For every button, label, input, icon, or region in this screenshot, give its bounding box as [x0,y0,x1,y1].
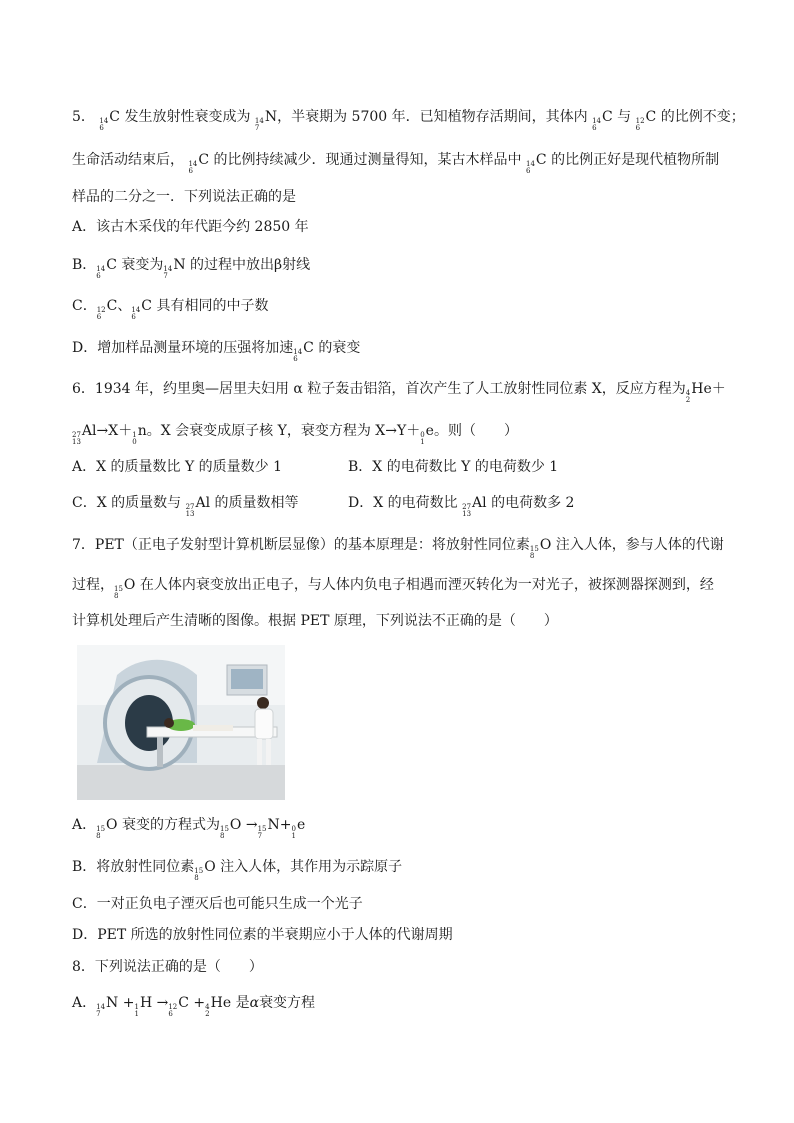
nuclide-he4: 4 2 [685,389,691,404]
q5-number: 5． [72,109,95,125]
nuclide-h1: 1 1 [134,1003,139,1018]
nuclide-o15: 15 8 [96,825,106,840]
nuclide-o15: 15 8 [219,825,229,840]
q7-line2: 过程， 15 8 O 在人体内衰变放出正电子，与人体内负电子相遇而湮灭转化为一对光子，被探测器探测到，经 [72,577,714,600]
pet-scanner-illustration [77,645,285,800]
q6-option-b[interactable]: B．X 的电荷数比 Y 的电荷数少 1 [348,459,559,475]
nuclide-al27: 27 13 [185,503,195,518]
q5-option-d[interactable]: D．增加样品测量环境的压强将加速 14 6 C 的衰变 [72,340,361,363]
pet-scanner-photo [77,645,285,800]
nuclide-al27: 27 13 [462,503,472,518]
nuclide-n15: 15 7 [257,825,267,840]
nuclide-he4: 4 2 [205,1003,210,1018]
q8-line1: 8．下列说法正确的是（ ） [72,959,263,975]
q8-option-a[interactable]: A． 14 7 N + 1 1 H → 12 6 C + 4 2 He 是α衰变方程 [72,995,316,1018]
q7-option-b[interactable]: B．将放射性同位素 15 8 O 注入人体，其作用为示踪原子 [72,859,403,882]
nuclide-neutron: 1 0 [132,431,137,446]
q5-option-c[interactable]: C． 12 6 C、 14 6 C 具有相同的中子数 [72,298,269,321]
q5-option-a[interactable]: A．该古木采伐的年代距今约 2850 年 [72,219,309,235]
nuclide-al27: 27 13 [72,431,81,446]
nuclide-n14: 14 7 [254,117,264,132]
nuclide-c12: 12 6 [96,306,106,321]
q6-line1: 6．1934 年，约里奥—居里夫妇用 α 粒子轰击铝箔，首次产生了人工放射性同位素 X，反应方程为 4 2 He＋ [72,381,726,404]
q6-option-d[interactable]: D．X 的电荷数比 27 13 Al 的电荷数多 2 [348,495,575,518]
nuclide-c14: 14 6 [526,160,535,175]
q7-line3: 计算机处理后产生清晰的图像。根据 PET 原理，下列说法不正确的是（ ） [72,613,558,629]
nuclide-c12: 12 6 [635,117,645,132]
nuclide-o15: 15 8 [194,867,204,882]
nuclide-c14: 14 6 [188,160,198,175]
nuclide-c12: 12 6 [168,1003,178,1018]
q7-option-d[interactable]: D．PET 所选的放射性同位素的半衰期应小于人体的代谢周期 [72,927,453,943]
nuclide-o15: 15 8 [529,545,539,560]
nuclide-positron: 0 1 [420,431,425,446]
nuclide-c14: 14 6 [99,117,109,132]
nuclide-n14: 14 7 [96,1003,106,1018]
q5-line3: 样品的二分之一．下列说法正确的是 [72,189,296,205]
q6-option-c[interactable]: C．X 的质量数与 27 13 Al 的质量数相等 [72,495,299,518]
nuclide-o15: 15 8 [114,585,123,600]
nuclide-c14: 14 6 [96,265,106,280]
q7-option-a[interactable]: A． 15 8 O 衰变的方程式为 15 8 O → 15 7 N+ 0 1 e [72,817,306,840]
q7-line1: 7．PET（正电子发射型计算机断层显像）的基本原理是：将放射性同位素 15 8 O 注入人体，参与人体的代谢 [72,537,724,560]
nuclide-n14: 14 7 [163,265,173,280]
q5-option-b[interactable]: B． 14 6 C 衰变为 14 7 N 的过程中放出β射线 [72,257,311,280]
nuclide-positron: 0 1 [291,825,296,840]
q7-option-c[interactable]: C．一对正负电子湮灭后也可能只生成一个光子 [72,896,363,912]
nuclide-c14: 14 6 [131,306,141,321]
nuclide-c14: 14 6 [592,117,601,132]
q5-line1: 5． 14 6 C 发生放射性衰变成为 14 7 N，半衰期为 5700 年．已知植物存活期间，其体内 14 6 C 与 12 6 C 的比例不变； [72,109,745,132]
q6-option-a[interactable]: A．X 的质量数比 Y 的质量数少 1 [72,459,283,475]
q5-line2: 生命活动结束后， 14 6 C 的比例持续减少．现通过测量得知，某古木样品中 14 6 C 的比例正好是现代植物所制 [72,152,720,175]
q6-line2: 27 13 Al→X＋ 1 0 n。X 会衰变成原子核 Y，衰变方程为 X→Y＋ 0 1 e。则（ ） [72,423,518,446]
nuclide-c14: 14 6 [293,348,303,363]
